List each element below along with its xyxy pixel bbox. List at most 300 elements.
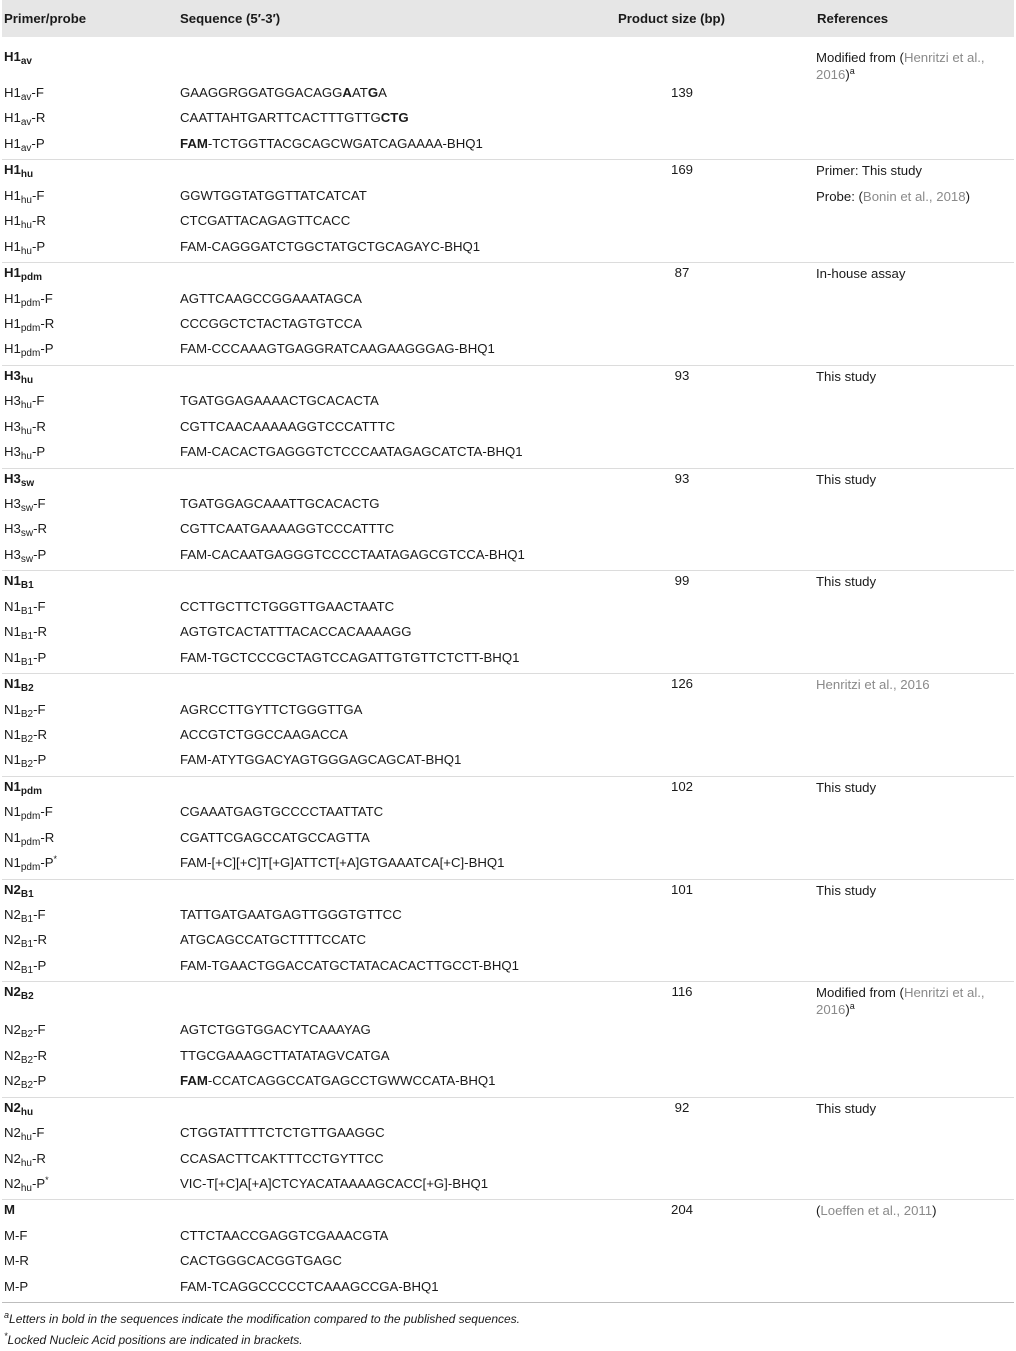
product-size-cell (615, 725, 814, 750)
label-subscript: hu (20, 1182, 32, 1194)
label-subscript: B1 (20, 939, 34, 951)
sequence (180, 830, 370, 845)
label-subscript: B1 (20, 914, 34, 925)
primer-name (4, 135, 45, 154)
product-size-cell (615, 237, 814, 263)
label-suffix: -F (33, 907, 46, 922)
sequence-part: FAM-CACACTGAGGGTCTCCCAATAGAGCATCTA-BHQ1 (180, 444, 523, 460)
label-base: H1 (4, 315, 21, 331)
primer-name (4, 829, 55, 848)
reference-cell (814, 83, 1014, 108)
label-suffix: -R (31, 1150, 46, 1166)
primer-name (4, 957, 47, 976)
header-references: References (817, 11, 889, 26)
reference-cell (814, 211, 1014, 236)
table-row (2, 1174, 1014, 1200)
product-size-cell (615, 263, 814, 289)
label-subscript: hu (20, 374, 34, 386)
label-base: N2 (4, 1125, 21, 1141)
table-row (2, 1277, 1014, 1303)
product-size-cell (615, 339, 814, 365)
sequence-cell (178, 802, 615, 827)
label-subscript: pdm (20, 348, 41, 360)
reference-cell (814, 160, 1014, 186)
modified-base: CTG (380, 110, 409, 126)
group-name (4, 676, 34, 695)
label-suffix: -P (31, 1175, 46, 1191)
label-base: H1 (4, 162, 21, 178)
table-row (2, 108, 1014, 133)
sequence-part: FAM-TGAACTGGACCATGCTATACACACTTGCCT-BHQ1 (180, 957, 519, 973)
reference-cell (814, 1200, 1014, 1226)
group-label-cell (2, 47, 178, 83)
product-size-cell (615, 442, 814, 468)
label-subscript: pdm (20, 811, 41, 823)
label-subscript: B1 (20, 656, 34, 668)
lna-mark: * (45, 1174, 49, 1185)
product-size-cell (615, 674, 814, 700)
label-suffix: -P (31, 135, 45, 151)
ref-text: Modified from ( (816, 50, 904, 65)
sequence (180, 1253, 342, 1268)
sequence-part: FAM-TGCTCCCGCTAGTCCAGATTGTGTTCTCTT-BHQ1 (180, 649, 520, 665)
header-product-size: Product size (bp) (618, 11, 725, 26)
sequence-part: CTGGTATTTTCTCTGTTGAAGGC (180, 1125, 385, 1141)
product-size-cell (615, 571, 814, 597)
label-base: H1 (4, 341, 21, 357)
sequence (180, 547, 525, 562)
label-suffix: -P (40, 855, 54, 871)
sequence-part: CGATTCGAGCCATGCCAGTTA (180, 829, 370, 845)
sequence (180, 932, 366, 947)
primer-label-cell (2, 1277, 178, 1303)
primer-name (4, 932, 48, 951)
group-row (2, 674, 1014, 700)
label-base: N2 (4, 907, 21, 922)
header-sequence: Sequence (5′-3′) (180, 11, 281, 26)
sequence-cell (178, 1226, 615, 1251)
primer-name (4, 290, 53, 309)
group-label-cell (2, 1200, 178, 1226)
sequence-part: -CCATCAGGCCATGAGCCTGWWCCATA-BHQ1 (207, 1073, 496, 1089)
sequence-part: VIC-T[+C]A[+A]CTCYACATAAAAGCACC[+G]-BHQ1 (180, 1175, 489, 1191)
ref-text: This study (816, 471, 877, 487)
label-suffix: -P (33, 752, 47, 768)
table-footnotes (4, 1309, 1016, 1351)
label-subscript: sw (20, 528, 34, 540)
label-subscript: B2 (20, 1029, 34, 1041)
product-size: 87 (674, 265, 690, 281)
label-base: M (4, 1227, 15, 1243)
group-seq-cell (178, 365, 615, 391)
label-base: N2 (4, 1073, 21, 1089)
label-base: M (4, 1278, 15, 1294)
product-size: 204 (670, 1202, 693, 1218)
label-base: H3 (4, 470, 21, 486)
group-label-cell (2, 879, 178, 905)
group-name (4, 367, 34, 386)
product-size-cell (615, 519, 814, 544)
sequence-part: TGATGGAGAAAACTGCACACTA (180, 393, 379, 409)
label-suffix: -F (31, 1125, 45, 1141)
primer-label-cell (2, 622, 178, 647)
reference-cell (814, 1149, 1014, 1174)
sequence-cell (178, 545, 615, 571)
group-label-cell (2, 1097, 178, 1123)
primer-name (4, 341, 54, 360)
reference-cell (814, 776, 1014, 802)
label-suffix: -P (31, 444, 46, 460)
ref-text: This study (816, 882, 877, 898)
label-base: H1 (4, 110, 21, 126)
primer-name (4, 418, 46, 437)
sequence-cell (178, 314, 615, 339)
reference-cell (814, 648, 1014, 674)
label-subscript: hu (20, 1157, 32, 1169)
primer-name (4, 854, 58, 874)
product-size-cell (615, 750, 814, 776)
table-row (2, 289, 1014, 314)
table-row (2, 725, 1014, 750)
product-size: 101 (670, 881, 693, 897)
group-row (2, 879, 1014, 905)
product-size: 169 (670, 162, 693, 178)
label-base: N1 (4, 829, 21, 845)
reference-cell (814, 494, 1014, 519)
product-size: 99 (674, 573, 690, 589)
primer-label-cell (2, 802, 178, 827)
group-row (2, 468, 1014, 494)
primer-label-cell (2, 956, 178, 982)
product-size-cell (615, 622, 814, 647)
table-row (2, 442, 1014, 468)
product-size-cell (615, 186, 814, 211)
product-size-cell (615, 1097, 814, 1123)
sequence (180, 804, 383, 819)
primer-label-cell (2, 108, 178, 133)
sequence-cell (178, 622, 615, 647)
product-size-cell (615, 1200, 814, 1226)
sequence-cell (178, 108, 615, 133)
sequence (180, 958, 519, 973)
primer-name (4, 726, 48, 745)
label-suffix: -R (33, 1047, 48, 1063)
group-seq-cell (178, 263, 615, 289)
citation-link: Henritzi et al., 2016 (816, 50, 985, 82)
product-size-cell (615, 905, 814, 930)
reference-cell (814, 339, 1014, 365)
product-size-cell (615, 160, 814, 186)
sequence-cell (178, 211, 615, 236)
product-size-cell (615, 47, 814, 83)
ref-text: This study (816, 368, 877, 384)
sequence (180, 496, 380, 511)
label-suffix: -R (40, 315, 55, 331)
primer-name (4, 187, 45, 206)
sequence-part: CCCGGCTCTACTAGTGTCCA (180, 315, 362, 331)
sequence-part: CTTCTAACCGAGGTCGAAACGTA (180, 1227, 389, 1243)
reference-cell (814, 725, 1014, 750)
primer-name (4, 804, 53, 823)
primer-name (4, 546, 47, 565)
sequence (180, 599, 394, 614)
sequence (180, 1228, 388, 1243)
ref-text: ) (932, 1203, 937, 1219)
label-subscript: sw (20, 503, 34, 514)
label-subscript: pdm (20, 272, 42, 284)
sequence (180, 1022, 371, 1037)
label-base: H1 (4, 85, 21, 100)
table-row (2, 314, 1014, 339)
label-suffix: -P (33, 546, 47, 562)
primer-name (4, 238, 46, 257)
group-row (2, 1097, 1014, 1123)
table-row (2, 186, 1014, 211)
label-base: N2 (4, 1047, 21, 1063)
primer-label-cell (2, 314, 178, 339)
reference-cell (814, 263, 1014, 289)
product-size: 92 (674, 1099, 690, 1115)
product-size-cell (615, 365, 814, 391)
sequence-cell (178, 339, 615, 365)
primer-name (4, 1073, 47, 1092)
label-subscript: B2 (20, 683, 34, 695)
ref-text: ( (816, 1203, 821, 1219)
primer-label-cell (2, 83, 178, 108)
sequence-part: CCASACTTCAKTTTCCTGYTTCC (180, 1150, 384, 1166)
label-suffix: -F (15, 1227, 28, 1243)
primer-label-cell (2, 828, 178, 853)
ref-text: Probe: ( (816, 188, 863, 204)
sequence (180, 1151, 384, 1166)
table-row (2, 1149, 1014, 1174)
reference-cell (814, 1174, 1014, 1200)
label-suffix: -P (31, 238, 46, 254)
primer-label-cell (2, 905, 178, 930)
primer-name (4, 649, 47, 668)
table-row (2, 237, 1014, 263)
sequence-part: GGWTGGTATGGTTATCATCAT (180, 187, 367, 203)
product-size-cell (615, 494, 814, 519)
product-size-cell (615, 314, 814, 339)
primer-name (4, 752, 47, 771)
reference-cell (814, 1097, 1014, 1123)
label-base: N1 (4, 598, 21, 614)
primer-name (4, 701, 46, 720)
table-row (2, 597, 1014, 622)
reference-cell (814, 468, 1014, 494)
primer-name (4, 1022, 46, 1041)
group-seq-cell (178, 776, 615, 802)
primer-label-cell (2, 1046, 178, 1071)
primer-name (4, 1150, 46, 1169)
group-row (2, 776, 1014, 802)
group-name (4, 265, 42, 284)
label-subscript: av (20, 56, 32, 67)
label-suffix: -P (40, 341, 54, 357)
label-suffix: -R (33, 726, 48, 742)
sequence-cell (178, 828, 615, 853)
label-base: H3 (4, 546, 21, 562)
sequence-cell (178, 186, 615, 211)
table-row (2, 1226, 1014, 1251)
sequence (180, 752, 461, 767)
sequence-part: AGTTCAAGCCGGAAATAGCA (180, 290, 362, 306)
label-base: H3 (4, 496, 21, 511)
group-seq-cell (178, 1097, 615, 1123)
ref-text: ) (965, 188, 970, 204)
header-primer-probe: Primer/probe (4, 11, 87, 26)
sequence (180, 239, 480, 254)
sequence (180, 1176, 488, 1191)
primer-name (4, 110, 46, 129)
label-subscript: hu (20, 194, 32, 206)
label-subscript: sw (20, 477, 35, 489)
label-subscript: hu (20, 451, 32, 463)
product-size-cell (615, 597, 814, 622)
reference-cell (814, 750, 1014, 776)
sequence-part: AGTGTCACTATTTACACCACAAAAGG (180, 624, 412, 640)
group-seq-cell (178, 982, 615, 1021)
sequence-cell (178, 1174, 615, 1200)
ref-text: This study (816, 1100, 877, 1116)
group-name (4, 573, 34, 592)
group-label-cell (2, 263, 178, 289)
reference-cell (814, 1020, 1014, 1045)
group-seq-cell (178, 879, 615, 905)
group-row (2, 160, 1014, 186)
table-row (2, 905, 1014, 930)
primer-name (4, 907, 46, 925)
sequence-part: FAM-CCCAAAGTGAGGRATCAAGAAGGGAG-BHQ1 (180, 341, 495, 357)
label-suffix: -F (31, 85, 44, 100)
table-row (2, 1123, 1014, 1148)
sequence (180, 1279, 439, 1294)
primer-label-cell (2, 648, 178, 674)
table-row (2, 956, 1014, 982)
table-row (2, 1046, 1014, 1071)
footnote-star: *Locked Nucleic Acid positions are indicated in brackets. (4, 1331, 303, 1348)
label-subscript: pdm (20, 785, 42, 797)
group-label-cell (2, 571, 178, 597)
sequence-cell (178, 1149, 615, 1174)
label-subscript: B1 (20, 888, 34, 900)
primer-label-cell (2, 1071, 178, 1097)
primer-label-cell (2, 1149, 178, 1174)
modified-base: A (342, 85, 352, 100)
product-size-cell (615, 1071, 814, 1097)
label-suffix: -P (15, 1278, 29, 1294)
label-base: N1 (4, 624, 21, 640)
sequence-part: FAM-ATYTGGACYAGTGGGAGCAGCAT-BHQ1 (180, 752, 462, 768)
primer-name (4, 598, 46, 617)
sequence-part: CACTGGGCACGGTGAGC (180, 1253, 342, 1269)
label-subscript: B1 (20, 964, 34, 976)
sequence-part: CAATTAHTGARTTCACTTTGTTG (180, 110, 381, 126)
label-subscript: B1 (20, 631, 34, 643)
sequence-cell (178, 519, 615, 544)
sequence-cell (178, 648, 615, 674)
footnote-a: $^a$Letters in bold in the sequences indicate the modification compared to the published sequences. (4, 1310, 521, 1327)
primer-label-cell (2, 339, 178, 365)
table-row (2, 828, 1014, 853)
sequence (180, 521, 394, 536)
sequence-cell (178, 1277, 615, 1303)
primer-name (4, 1174, 49, 1194)
primer-name (4, 496, 46, 514)
product-size-cell (615, 930, 814, 955)
product-size: 116 (671, 984, 693, 1000)
group-name (4, 1202, 15, 1217)
product-size-cell (615, 83, 814, 108)
label-suffix: -R (15, 1253, 29, 1269)
group-seq-cell (178, 571, 615, 597)
table-row (2, 339, 1014, 365)
primer-label-cell (2, 725, 178, 750)
group-row (2, 263, 1014, 289)
label-base: N1 (4, 573, 21, 589)
citation-link: Henritzi et al., 2016 (816, 985, 985, 1018)
table-row (2, 134, 1014, 160)
label-base: H1 (4, 290, 21, 306)
label-suffix: -F (33, 701, 46, 717)
label-base: H1 (4, 49, 21, 64)
label-base: N2 (4, 984, 21, 1000)
table-row (2, 853, 1014, 879)
ref-text: Modified from ( (816, 985, 904, 1001)
primer-name (4, 624, 48, 643)
product-size-cell (615, 982, 814, 1021)
sequence-part: -TCTGGTTACGCAGCWGATCAGAAAA-BHQ1 (207, 135, 483, 151)
sequence-cell (178, 930, 615, 955)
primer-label-cell (2, 1020, 178, 1045)
label-subscript: B2 (20, 708, 34, 720)
label-suffix: -P (33, 957, 47, 973)
product-size: 139 (670, 85, 693, 100)
modified-base: FAM (180, 1073, 208, 1089)
primer-name (4, 1047, 48, 1066)
primer-label-cell (2, 750, 178, 776)
sequence (180, 1073, 496, 1088)
primer-label-cell (2, 1174, 178, 1200)
product-size-cell (615, 468, 814, 494)
sequence-cell (178, 700, 615, 725)
reference-cell (814, 853, 1014, 879)
sequence-cell (178, 442, 615, 468)
reference-cell (814, 391, 1014, 416)
label-suffix: -P (33, 1073, 47, 1089)
sequence-part: A (378, 85, 387, 100)
group-label-cell (2, 160, 178, 186)
group-name (4, 778, 42, 797)
reference-cell (814, 1251, 1014, 1276)
label-subscript: hu (20, 169, 34, 181)
sequence-part: CGAAATGAGTGCCCCTAATTATC (180, 804, 384, 820)
group-name (4, 984, 34, 1003)
product-size-cell (615, 1174, 814, 1200)
group-name (4, 881, 34, 900)
primer-label-cell (2, 134, 178, 160)
table-row (2, 417, 1014, 442)
primer-label-cell (2, 186, 178, 211)
sequence-cell (178, 750, 615, 776)
group-label-cell (2, 776, 178, 802)
reference-cell (814, 289, 1014, 314)
label-base: N1 (4, 676, 21, 692)
citation-link: Bonin et al., 2018 (862, 188, 966, 204)
sequence-part: TATTGATGAATGAGTTGGGTGTTCC (180, 907, 402, 922)
primer-name (4, 1253, 29, 1268)
